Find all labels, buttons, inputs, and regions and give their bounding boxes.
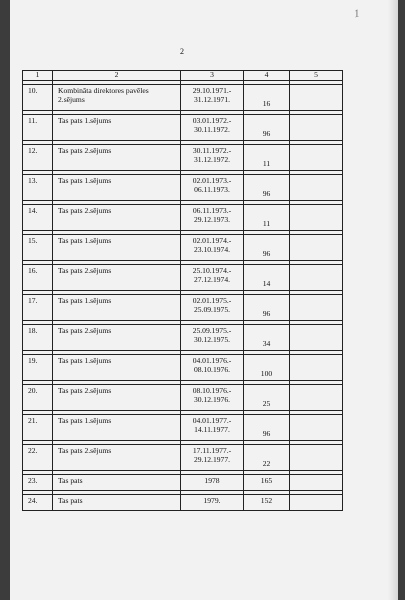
table-row [23, 145, 343, 171]
date-range: 17.11.1977.- 29.12.1977. [181, 445, 244, 471]
file-inventory-table [22, 70, 343, 511]
table-row [23, 415, 343, 441]
sheet-count: 96 [244, 295, 290, 321]
row-number: 22. [23, 445, 53, 471]
date-range: 1978 [181, 475, 244, 491]
remarks [290, 475, 343, 491]
table-header-row [23, 71, 343, 81]
date-range: 06.11.1973.- 29.12.1973. [181, 205, 244, 231]
column-header: 4 [244, 71, 290, 81]
table-row [23, 175, 343, 201]
file-title: Tas pats 2.sējums [53, 145, 181, 171]
file-title: Tas pats 2.sējums [53, 445, 181, 471]
date-range: 04.01.1976.- 08.10.1976. [181, 355, 244, 381]
remarks [290, 85, 343, 111]
table-row [23, 385, 343, 411]
sheet-count: 96 [244, 175, 290, 201]
file-title: Tas pats 2.sējums [53, 205, 181, 231]
column-header: 2 [53, 71, 181, 81]
column-header: 5 [290, 71, 343, 81]
row-number: 23. [23, 475, 53, 491]
file-title: Tas pats 1.sējums [53, 175, 181, 201]
file-title: Tas pats 1.sējums [53, 415, 181, 441]
column-header: 1 [23, 71, 53, 81]
file-title: Tas pats 1.sējums [53, 115, 181, 141]
table-row [23, 235, 343, 261]
table-row [23, 205, 343, 231]
file-title: Tas pats 2.sējums [53, 325, 181, 351]
sheet-count: 16 [244, 85, 290, 111]
date-range: 29.10.1971.- 31.12.1971. [181, 85, 244, 111]
remarks [290, 445, 343, 471]
remarks [290, 325, 343, 351]
row-number: 12. [23, 145, 53, 171]
sheet-count: 11 [244, 205, 290, 231]
table-row [23, 265, 343, 291]
table-row [23, 445, 343, 471]
row-number: 13. [23, 175, 53, 201]
row-number: 11. [23, 115, 53, 141]
table-row [23, 325, 343, 351]
file-title: Tas pats 2.sējums [53, 265, 181, 291]
remarks [290, 205, 343, 231]
sheet-count: 34 [244, 325, 290, 351]
remarks [290, 355, 343, 381]
sheet-count: 100 [244, 355, 290, 381]
table-row [23, 355, 343, 381]
date-range: 02.01.1975.- 25.09.1975. [181, 295, 244, 321]
row-number: 20. [23, 385, 53, 411]
table-row [23, 475, 343, 491]
table-row [23, 295, 343, 321]
corner-handwritten-mark: 1 [352, 7, 361, 21]
row-number: 24. [23, 495, 53, 511]
row-number: 15. [23, 235, 53, 261]
remarks [290, 295, 343, 321]
column-header: 3 [181, 71, 244, 81]
file-title: Tas pats 1.sējums [53, 295, 181, 321]
date-range: 08.10.1976.- 30.12.1976. [181, 385, 244, 411]
table-row [23, 85, 343, 111]
file-title: Tas pats [53, 475, 181, 491]
date-range: 03.01.1972.- 30.11.1972. [181, 115, 244, 141]
remarks [290, 235, 343, 261]
sheet-count: 22 [244, 445, 290, 471]
remarks [290, 145, 343, 171]
remarks [290, 495, 343, 511]
date-range: 04.01.1977.- 14.11.1977. [181, 415, 244, 441]
sheet-count: 152 [244, 495, 290, 511]
remarks [290, 115, 343, 141]
date-range: 25.09.1975.- 30.12.1975. [181, 325, 244, 351]
date-range: 25.10.1974.- 27.12.1974. [181, 265, 244, 291]
row-number: 14. [23, 205, 53, 231]
sheet-count: 96 [244, 235, 290, 261]
sheet-count: 96 [244, 115, 290, 141]
sheet-count: 96 [244, 415, 290, 441]
date-range: 30.11.1972.- 31.12.1972. [181, 145, 244, 171]
remarks [290, 175, 343, 201]
remarks [290, 265, 343, 291]
row-number: 21. [23, 415, 53, 441]
sheet-count: 25 [244, 385, 290, 411]
date-range: 02.01.1973.- 06.11.1973. [181, 175, 244, 201]
row-number: 17. [23, 295, 53, 321]
file-title: Kombināta direktores pavēles 2.sējums [53, 85, 181, 111]
sheet-count: 165 [244, 475, 290, 491]
row-number: 19. [23, 355, 53, 381]
table-body [23, 81, 343, 511]
remarks [290, 385, 343, 411]
document-page [10, 0, 398, 600]
file-title: Tas pats 2.sējums [53, 385, 181, 411]
row-number: 18. [23, 325, 53, 351]
table-row [23, 115, 343, 141]
page-number: 2 [180, 47, 184, 56]
table-row [23, 495, 343, 511]
row-number: 10. [23, 85, 53, 111]
sheet-count: 14 [244, 265, 290, 291]
file-title: Tas pats 1.sējums [53, 355, 181, 381]
file-title: Tas pats [53, 495, 181, 511]
row-number: 16. [23, 265, 53, 291]
date-range: 1979. [181, 495, 244, 511]
date-range: 02.01.1974.- 23.10.1974. [181, 235, 244, 261]
sheet-count: 11 [244, 145, 290, 171]
remarks [290, 415, 343, 441]
file-title: Tas pats 1.sējums [53, 235, 181, 261]
